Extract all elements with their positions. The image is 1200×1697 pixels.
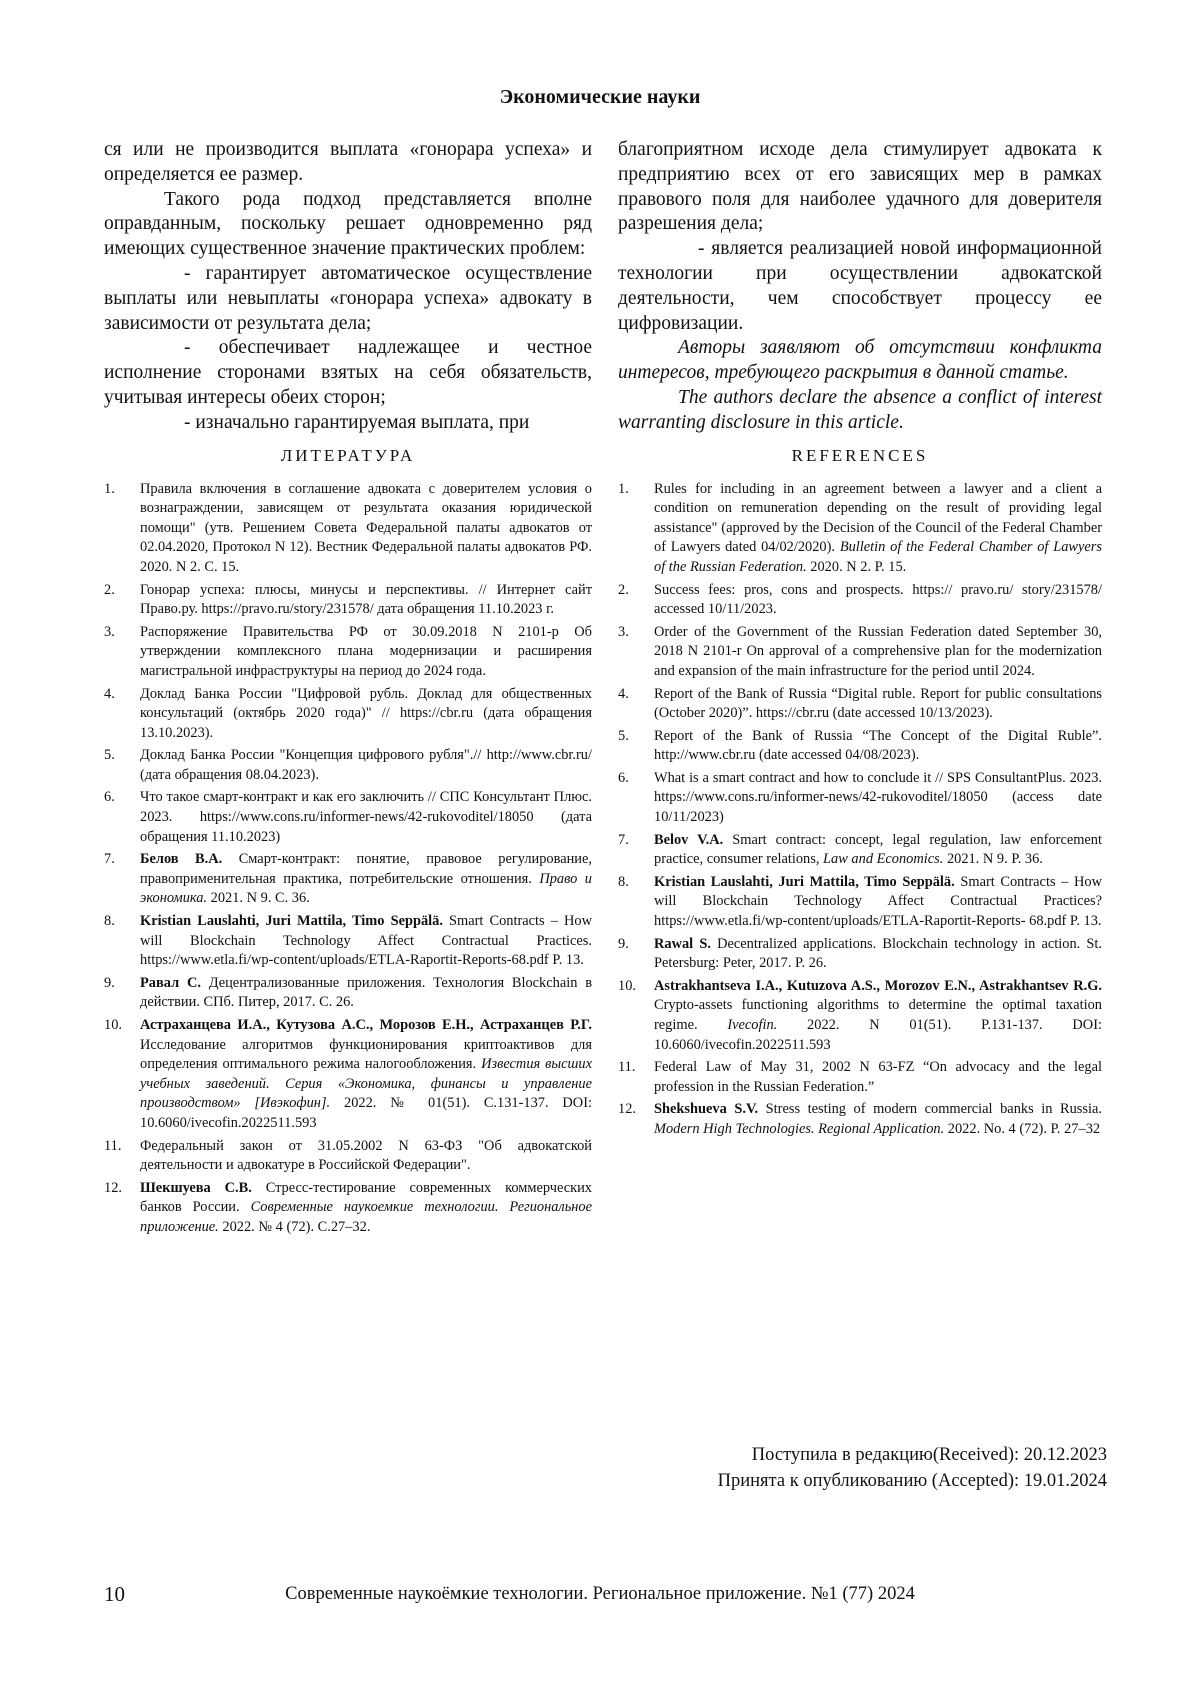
page-number: 10: [104, 1582, 125, 1606]
reference-item: [618, 623, 1102, 682]
reference-source: Известия высших учебных заведений. Серия «Экономика, финансы и управление производством» [Ивэкофин].: [140, 1056, 592, 1112]
reference-source: Modern High Technologies. Regional Application.: [654, 1120, 945, 1137]
left-paragraph: Такого рода подход представляется вполне оправданным, поскольку решает одновременно ряд имеющих существенное значение практических проблем:: [104, 188, 592, 260]
reference-text: Распоряжение Правительства РФ от 30.09.2018 N 2101-р Об утверждении комплексного плана модернизации и расширения магистральной инфраструктуры на период до 2024 года.: [140, 623, 592, 679]
reference-text: Crypto-assets functioning algorithms to determine the optimal taxation regime.: [654, 997, 1102, 1033]
reference-text: Федеральный закон от 31.05.2002 N 63-ФЗ "Об адвокатской деятельности и адвокатуре в Российской Федерации".: [140, 1137, 592, 1174]
reference-text: Доклад Банка России "Цифровой рубль. Доклад для общественных консультаций (октябрь 2020 года)" // https://cbr.ru (дата обращения 13.10.2023).: [140, 685, 592, 741]
reference-authors: Belov V.A.: [654, 831, 724, 848]
reference-item: [618, 831, 1102, 870]
reference-details: 2022. N 01(51). P.131-137. DOI: 10.6060/ivecofin.2022511.593: [654, 1017, 1102, 1053]
reference-source: Современные наукоемкие технологии. Региональное приложение.: [140, 1199, 592, 1235]
reference-number: 7.: [104, 851, 115, 868]
reference-text: What is a smart contract and how to conclude it // SPS ConsultantPlus. 2023. https://www.cons.ru/informer-news/42-rukovoditel/18050 (access date 10/11/2023): [654, 769, 1102, 826]
publication-dates: [718, 1442, 1107, 1494]
reference-item: [104, 974, 592, 1013]
reference-item: [104, 1179, 592, 1238]
accepted-date: Принята к опубликованию (Accepted): 19.01.2024: [717, 1471, 1107, 1491]
reference-item: [618, 977, 1102, 1055]
reference-number: 1.: [104, 480, 115, 497]
right-body-text: [618, 138, 1102, 436]
reference-item: [104, 850, 592, 909]
reference-authors: Rawal S.: [654, 935, 711, 952]
reference-item: [618, 873, 1102, 932]
reference-item: [618, 727, 1102, 766]
reference-number: 9.: [618, 935, 629, 952]
left-paragraph: - гарантирует автоматическое осуществление выплаты или невыплаты «гонорара успеха» адвокату в зависимости от результата дела;: [104, 262, 592, 334]
reference-text: Децентрализованные приложения. Технология Blockchain в действии. СПб. Питер, 2017. С. 26.: [140, 974, 592, 1011]
reference-number: 2.: [104, 581, 115, 598]
reference-authors: Шекшуева С.В.: [140, 1179, 252, 1196]
received-date: Поступила в редакцию(Received): 20.12.2023: [751, 1445, 1107, 1465]
reference-number: 4.: [104, 685, 115, 702]
reference-authors: Astrakhantseva I.A., Kutuzova A.S., Morozov E.N., Astrakhantsev R.G.: [654, 977, 1102, 994]
reference-authors: Shekshueva S.V.: [654, 1101, 759, 1118]
right-column: [618, 138, 1102, 1143]
reference-source: Law and Economics.: [823, 851, 944, 868]
reference-authors: Kristian Lauslahti, Juri Mattila, Timo Seppälä.: [140, 913, 443, 930]
references-title: REFERENCES: [791, 445, 929, 465]
reference-text: Стресс-тестирование современных коммерческих банков России.: [140, 1179, 593, 1216]
reference-text: Исследование алгоритмов функционирования криптоактивов для определения оптимального режима налогообложения.: [140, 1036, 592, 1073]
reference-number: 3.: [618, 623, 629, 640]
reference-authors: Астраханцева И.А., Кутузова А.С., Морозов Е.Н., Астраханцев Р.Г.: [140, 1017, 592, 1033]
reference-text: Success fees: pros, cons and prospects. https:// pravo.ru/ story/231578/ accessed 10/11/2023.: [654, 581, 1102, 618]
reference-details: 2022. № 01(51). С.131-137. DOI: 10.6060/ivecofin.2022511.593: [140, 1095, 592, 1131]
reference-number: 5.: [104, 747, 115, 764]
literature-title: ЛИТЕРАТУРА: [280, 445, 416, 465]
reference-details: 2020. N 2. P. 15.: [806, 558, 907, 575]
reference-item: [618, 581, 1102, 620]
right-paragraph: благоприятном исходе дела стимулирует адвоката к предприятию всех от его зависящих мер в рамках правового поля для наиболее удачного для доверителя разрешения дела;: [618, 139, 1102, 235]
reference-text: Report of the Bank of Russia “The Concept of the Digital Ruble”. http://www.cbr.ru (date accessed 04/08/2023).: [654, 727, 1102, 764]
reference-number: 10.: [104, 1017, 122, 1033]
left-body-text: [104, 138, 592, 436]
reference-number: 8.: [618, 873, 629, 890]
reference-number: 11.: [104, 1137, 122, 1154]
left-paragraph: - обеспечивает надлежащее и честное исполнение сторонами взятых на себя обязательств, учитывая интересы обеих сторон;: [104, 337, 592, 408]
reference-text: Report of the Bank of Russia “Digital ruble. Report for public consultations (October 2020)”. https://cbr.ru (date accessed 10/13/2023).: [654, 685, 1102, 722]
reference-item: [618, 685, 1102, 724]
reference-text: Правила включения в соглашение адвоката с доверителем условия о вознаграждении, зависящем от результата оказания юридической помощи" (утв. Решением Совета Федеральной палаты адвокатов от 02.04.2020, Протокол N 12). Вестник Федеральной палаты адвокатов РФ. 2020. N 2. С. 15.: [140, 480, 592, 575]
reference-item: [618, 935, 1102, 974]
reference-item: [104, 912, 592, 971]
reference-number: 12.: [104, 1179, 122, 1196]
reference-text: Order of the Government of the Russian Federation dated September 30, 2018 N 2101-r On approval of a comprehensive plan for the modernization and expansion of the main infrastructure for the period until 2024.: [654, 623, 1102, 679]
reference-number: 11.: [618, 1059, 636, 1076]
reference-text: Гонорар успеха: плюсы, минусы и перспективы. // Интернет сайт Право.ру. https://pravo.ru/story/231578/ дата обращения 11.10.2023 г.: [140, 581, 592, 618]
reference-text: Rules for including in an agreement between a lawyer and a client a condition on remuneration depending on the result of providing legal assistance" (approved by the Decision of the Council of the Federal Chamber of Lawyers dated 04/02/2020).: [654, 480, 1102, 556]
right-paragraph: - является реализацией новой информационной технологии при осуществлении адвокатской деятельности, чем способствует процессу ее цифровизации.: [618, 238, 1102, 334]
right-paragraph: The authors declare the absence a conflict of interest warranting disclosure in this article.: [618, 386, 1102, 433]
literature-list: [104, 480, 592, 1238]
reference-item: [104, 1137, 592, 1176]
reference-number: 6.: [618, 769, 629, 786]
reference-source: Bulletin of the Federal Chamber of Lawyers of the Russian Federation.: [654, 539, 1102, 575]
references-list: [618, 480, 1102, 1140]
reference-item: [104, 1016, 592, 1134]
reference-number: 10.: [618, 977, 636, 994]
reference-details: 2021. N 9. P. 36.: [943, 851, 1043, 868]
reference-number: 9.: [104, 974, 115, 991]
left-column: [104, 138, 592, 1241]
reference-number: 2.: [618, 581, 629, 598]
reference-item: [104, 623, 592, 682]
reference-text: Smart Contracts – How will Blockchain Technology Affect Contractual Practices? https://www.etla.fi/wp-content/uploads/ETLA-Raportit-Reports- 68.pdf P. 13.: [654, 873, 1102, 930]
reference-item: [104, 746, 592, 785]
reference-number: 12.: [618, 1101, 636, 1118]
reference-item: [104, 480, 592, 578]
reference-text: Доклад Банка России "Концепция цифрового рубля".// http://www.cbr.ru/ (дата обращения 08.04.2023).: [140, 747, 592, 783]
reference-number: 5.: [618, 727, 629, 744]
right-paragraph: Авторы заявляют об отсутствии конфликта интересов, требующего раскрытия в данной статье.: [618, 337, 1102, 384]
reference-item: [104, 581, 592, 620]
reference-item: [618, 1058, 1102, 1097]
reference-item: [618, 1100, 1102, 1139]
reference-item: [618, 480, 1102, 578]
reference-source: Право и экономика.: [140, 870, 592, 907]
reference-number: 6.: [104, 789, 115, 806]
reference-item: [618, 769, 1102, 828]
reference-text: Stress testing of modern commercial banks in Russia.: [758, 1101, 1102, 1118]
journal-name: Современные наукоёмкие технологии. Региональное приложение. №1 (77) 2024: [285, 1584, 915, 1604]
reference-text: Federal Law of May 31, 2002 N 63-FZ “On advocacy and the legal profession in the Russian Federation.”: [654, 1059, 1102, 1095]
reference-details: 2022. No. 4 (72). P. 27–32: [944, 1120, 1101, 1137]
reference-authors: Равал С.: [140, 974, 201, 991]
reference-authors: Белов В.А.: [140, 851, 223, 868]
reference-text: Smart contract: concept, legal regulation, law enforcement practice, consumer relations,: [654, 831, 1103, 868]
reference-number: 1.: [618, 480, 629, 497]
reference-number: 3.: [104, 623, 115, 640]
reference-text: Смарт-контракт: понятие, правовое регулирование, правоприменительная практика, потребительские отношения.: [140, 851, 592, 887]
reference-text: Smart Contracts – How will Blockchain Technology Affect Contractual Practices. https://www.etla.fi/wp-content/uploads/ETLA-Raportit-Reports-68.pdf P. 13.: [140, 913, 592, 969]
left-paragraph: ся или не производится выплата «гонорара успеха» и определяется ее размер.: [104, 139, 592, 185]
reference-source: Ivecofin.: [727, 1017, 778, 1033]
reference-number: 7.: [618, 831, 629, 848]
reference-number: 8.: [104, 913, 115, 930]
reference-authors: Kristian Lauslahti, Juri Mattila, Timo Seppälä.: [654, 873, 955, 890]
reference-number: 4.: [618, 685, 629, 702]
reference-details: 2022. № 4 (72). С.27–32.: [218, 1218, 371, 1235]
reference-item: [104, 685, 592, 744]
reference-details: 2021. N 9. С. 36.: [207, 890, 310, 907]
left-paragraph: - изначально гарантируемая выплата, при: [184, 411, 530, 433]
reference-text: Decentralized applications. Blockchain technology in action. St. Petersburg: Peter, 2017. P. 26.: [654, 935, 1102, 972]
reference-text: Что такое смарт-контракт и как его заключить // СПС Консультант Плюс. 2023. https://www.cons.ru/informer-news/42-rukovoditel/18050 (дата обращения 11.10.2023): [140, 789, 592, 845]
section-header: Экономические науки: [499, 86, 701, 108]
reference-item: [104, 788, 592, 847]
